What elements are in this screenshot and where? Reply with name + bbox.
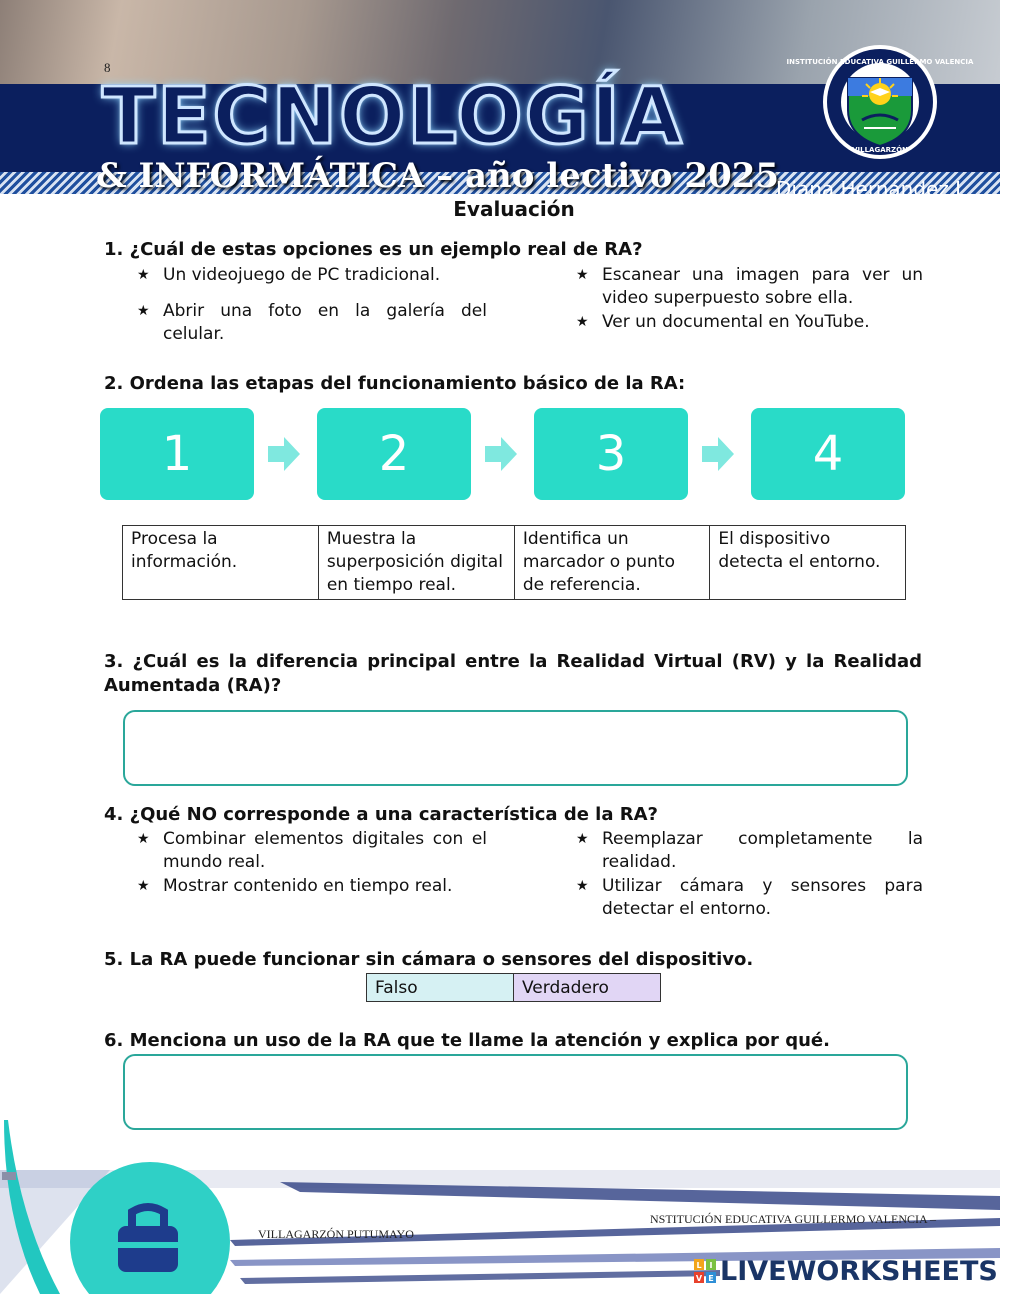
table-cell[interactable]: Procesa la información. bbox=[123, 526, 319, 600]
step-box-4[interactable]: 4 bbox=[751, 408, 905, 500]
liveworksheets-icon bbox=[694, 1259, 716, 1283]
option-text: Ver un documental en YouTube. bbox=[602, 312, 870, 332]
option-item[interactable] bbox=[576, 875, 923, 921]
option-item[interactable] bbox=[137, 264, 487, 287]
svg-text:L: L bbox=[696, 1261, 702, 1270]
question-2: 2. Ordena las etapas del funcionamiento básico de la RA: bbox=[104, 373, 686, 394]
school-logo bbox=[786, 44, 974, 160]
arrow-right-icon bbox=[702, 437, 734, 471]
arrow-right-icon bbox=[268, 437, 300, 471]
option-text: Utilizar cámara y sensores para detectar el entorno. bbox=[602, 876, 923, 919]
step-box-1[interactable]: 1 bbox=[100, 408, 254, 500]
svg-text:I: I bbox=[709, 1261, 713, 1270]
option-item[interactable] bbox=[137, 828, 487, 874]
title-main: TECNOLOGÍA bbox=[102, 72, 684, 162]
question-1-options-left bbox=[137, 264, 487, 359]
footer-location: VILLAGARZÓN PUTUMAYO bbox=[258, 1227, 414, 1241]
footer-institution: NSTITUCIÓN EDUCATIVA GUILLERMO VALENCIA – bbox=[650, 1212, 937, 1226]
title-sub: & INFORMÁTICA – año lectivo 2025 bbox=[96, 156, 780, 196]
true-option[interactable]: Verdadero bbox=[514, 974, 661, 1002]
option-text: Reemplazar completamente la realidad. bbox=[602, 829, 923, 872]
true-false-table bbox=[366, 973, 661, 1002]
table-row bbox=[367, 974, 661, 1002]
svg-text:E: E bbox=[708, 1274, 714, 1283]
question-1-options-right bbox=[576, 264, 923, 347]
question-4-options-left bbox=[137, 828, 487, 911]
question-1: 1. ¿Cuál de estas opciones es un ejemplo real de RA? bbox=[104, 239, 643, 260]
liveworksheets-logo[interactable] bbox=[694, 1256, 998, 1286]
star-bullet-icon: ★ bbox=[137, 303, 150, 319]
question-3: 3. ¿Cuál es la diferencia principal entre la Realidad Virtual (RV) y la Realidad Aumentada (RA)? bbox=[104, 651, 922, 696]
svg-text:V: V bbox=[695, 1274, 703, 1283]
question-5: 5. La RA puede funcionar sin cámara o sensores del dispositivo. bbox=[104, 949, 754, 970]
star-bullet-icon: ★ bbox=[576, 267, 589, 283]
arrow-right-icon bbox=[485, 437, 517, 471]
option-text: Combinar elementos digitales con el mundo real. bbox=[163, 829, 487, 872]
option-item[interactable] bbox=[576, 828, 923, 874]
question-4-options-right bbox=[576, 828, 923, 934]
logo-text-top: INSTITUCIÓN EDUCATIVA GUILLERMO VALENCIA bbox=[786, 58, 974, 66]
page-number: 8 bbox=[104, 60, 111, 75]
star-bullet-icon: ★ bbox=[576, 878, 589, 894]
option-text: Abrir una foto en la galería del celular. bbox=[163, 301, 487, 344]
section-title: Evaluación bbox=[453, 197, 575, 221]
liveworksheets-brand: LIVEWORKSHEETS bbox=[720, 1255, 998, 1287]
table-row bbox=[123, 526, 906, 600]
star-bullet-icon: ★ bbox=[576, 831, 589, 847]
question-6: 6. Menciona un uso de la RA que te llame la atención y explica por qué. bbox=[104, 1030, 830, 1051]
option-text: Escanear una imagen para ver un video superpuesto sobre ella. bbox=[602, 265, 923, 308]
option-text: Un videojuego de PC tradicional. bbox=[163, 265, 441, 285]
star-bullet-icon: ★ bbox=[137, 878, 150, 894]
author-name: Diana Hernández I bbox=[776, 177, 962, 201]
steps-table bbox=[122, 525, 906, 600]
option-item[interactable] bbox=[576, 264, 923, 310]
answer-box-3[interactable] bbox=[123, 710, 908, 786]
option-item[interactable] bbox=[576, 311, 923, 334]
logo-text-bottom: VILLAGARZÓN bbox=[852, 146, 908, 154]
star-bullet-icon: ★ bbox=[137, 267, 150, 283]
option-item[interactable] bbox=[137, 300, 487, 346]
question-4: 4. ¿Qué NO corresponde a una característica de la RA? bbox=[104, 804, 659, 825]
star-bullet-icon: ★ bbox=[576, 314, 589, 330]
table-cell[interactable]: El dispositivo detecta el entorno. bbox=[710, 526, 906, 600]
step-box-2[interactable]: 2 bbox=[317, 408, 471, 500]
table-cell[interactable]: Identifica un marcador o punto de referencia. bbox=[514, 526, 710, 600]
false-option[interactable]: Falso bbox=[367, 974, 514, 1002]
option-item[interactable] bbox=[137, 875, 487, 898]
option-text: Mostrar contenido en tiempo real. bbox=[163, 876, 453, 896]
step-box-3[interactable]: 3 bbox=[534, 408, 688, 500]
table-cell[interactable]: Muestra la superposición digital en tiempo real. bbox=[318, 526, 514, 600]
star-bullet-icon: ★ bbox=[137, 831, 150, 847]
